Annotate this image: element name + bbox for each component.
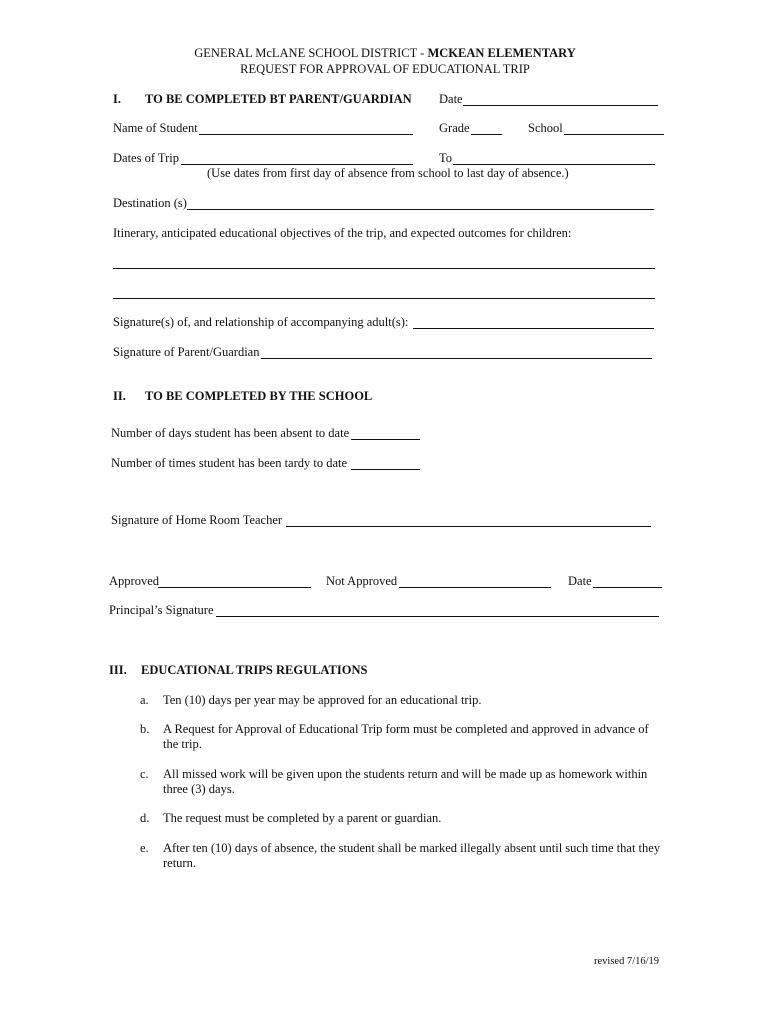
principal-signature-label: Principal’s Signature — [109, 603, 214, 617]
revision-date: revised 7/16/19 — [594, 956, 660, 967]
regulation-item: All missed work will be given upon the students return and will be made up as homework within three (3) days. — [163, 767, 648, 796]
not-approved-field[interactable] — [399, 587, 551, 588]
approved-label: Approved — [109, 574, 159, 588]
section-3-numeral: III. — [109, 663, 127, 677]
itinerary-field-line-1[interactable] — [113, 268, 655, 269]
section-2-numeral: II. — [113, 389, 126, 403]
principal-signature-field[interactable] — [216, 616, 659, 617]
regulation-marker: a. — [140, 693, 149, 707]
section-1-title: TO BE COMPLETED BT PARENT/GUARDIAN — [145, 92, 412, 106]
student-name-field[interactable] — [199, 134, 413, 135]
trip-start-field[interactable] — [181, 164, 413, 165]
approval-date-label: Date — [568, 574, 592, 588]
trip-dates-label: Dates of Trip — [113, 151, 179, 165]
parent-signature-label: Signature of Parent/Guardian — [113, 345, 260, 359]
parent-signature-field[interactable] — [261, 358, 652, 359]
not-approved-label: Not Approved — [326, 574, 398, 588]
approval-date-field[interactable] — [593, 587, 662, 588]
section-2-title: TO BE COMPLETED BY THE SCHOOL — [145, 389, 373, 403]
student-name-label: Name of Student — [113, 121, 198, 135]
school-field[interactable] — [564, 134, 664, 135]
date-field[interactable] — [463, 105, 658, 106]
days-absent-label: Number of days student has been absent to date — [111, 426, 350, 440]
itinerary-label: Itinerary, anticipated educational objectives of the trip, and expected outcomes for children: — [113, 226, 572, 240]
teacher-signature-label: Signature of Home Room Teacher — [111, 513, 283, 527]
dates-note: (Use dates from first day of absence from school to last day of absence.) — [207, 166, 569, 180]
teacher-signature-field[interactable] — [286, 526, 651, 527]
adult-signature-label: Signature(s) of, and relationship of accompanying adult(s): — [113, 315, 409, 329]
times-tardy-field[interactable] — [351, 469, 420, 470]
form-title: REQUEST FOR APPROVAL OF EDUCATIONAL TRIP — [240, 62, 530, 76]
date-label: Date — [439, 92, 463, 106]
header-line-1 — [0, 46, 770, 61]
approved-field[interactable] — [158, 587, 311, 588]
regulation-item: Ten (10) days per year may be approved for an educational trip. — [163, 693, 482, 707]
grade-label: Grade — [439, 121, 470, 135]
section-3-title: EDUCATIONAL TRIPS REGULATIONS — [141, 663, 368, 677]
regulation-item: A Request for Approval of Educational Trip form must be completed and approved in advance of the trip. — [163, 722, 649, 751]
regulation-item: The request must be completed by a parent or guardian. — [163, 811, 442, 825]
times-tardy-label: Number of times student has been tardy to date — [111, 456, 348, 470]
itinerary-field-line-2[interactable] — [113, 298, 655, 299]
regulation-marker: e. — [140, 841, 149, 855]
school-label: School — [528, 121, 563, 135]
section-1-numeral: I. — [113, 92, 121, 106]
trip-end-field[interactable] — [453, 164, 655, 165]
school-name: MCKEAN ELEMENTARY — [427, 46, 576, 60]
regulation-item: After ten (10) days of absence, the student shall be marked illegally absent until such time that they return. — [163, 841, 661, 870]
regulation-marker: b. — [140, 722, 150, 736]
grade-field[interactable] — [471, 134, 502, 135]
to-label: To — [439, 151, 453, 165]
destination-label: Destination (s) — [113, 196, 187, 210]
district-name: GENERAL McLANE SCHOOL DISTRICT - — [194, 46, 428, 60]
regulation-marker: c. — [140, 767, 149, 781]
destination-field[interactable] — [187, 209, 654, 210]
regulation-marker: d. — [140, 811, 150, 825]
days-absent-field[interactable] — [351, 439, 420, 440]
adult-signature-field[interactable] — [413, 328, 654, 329]
